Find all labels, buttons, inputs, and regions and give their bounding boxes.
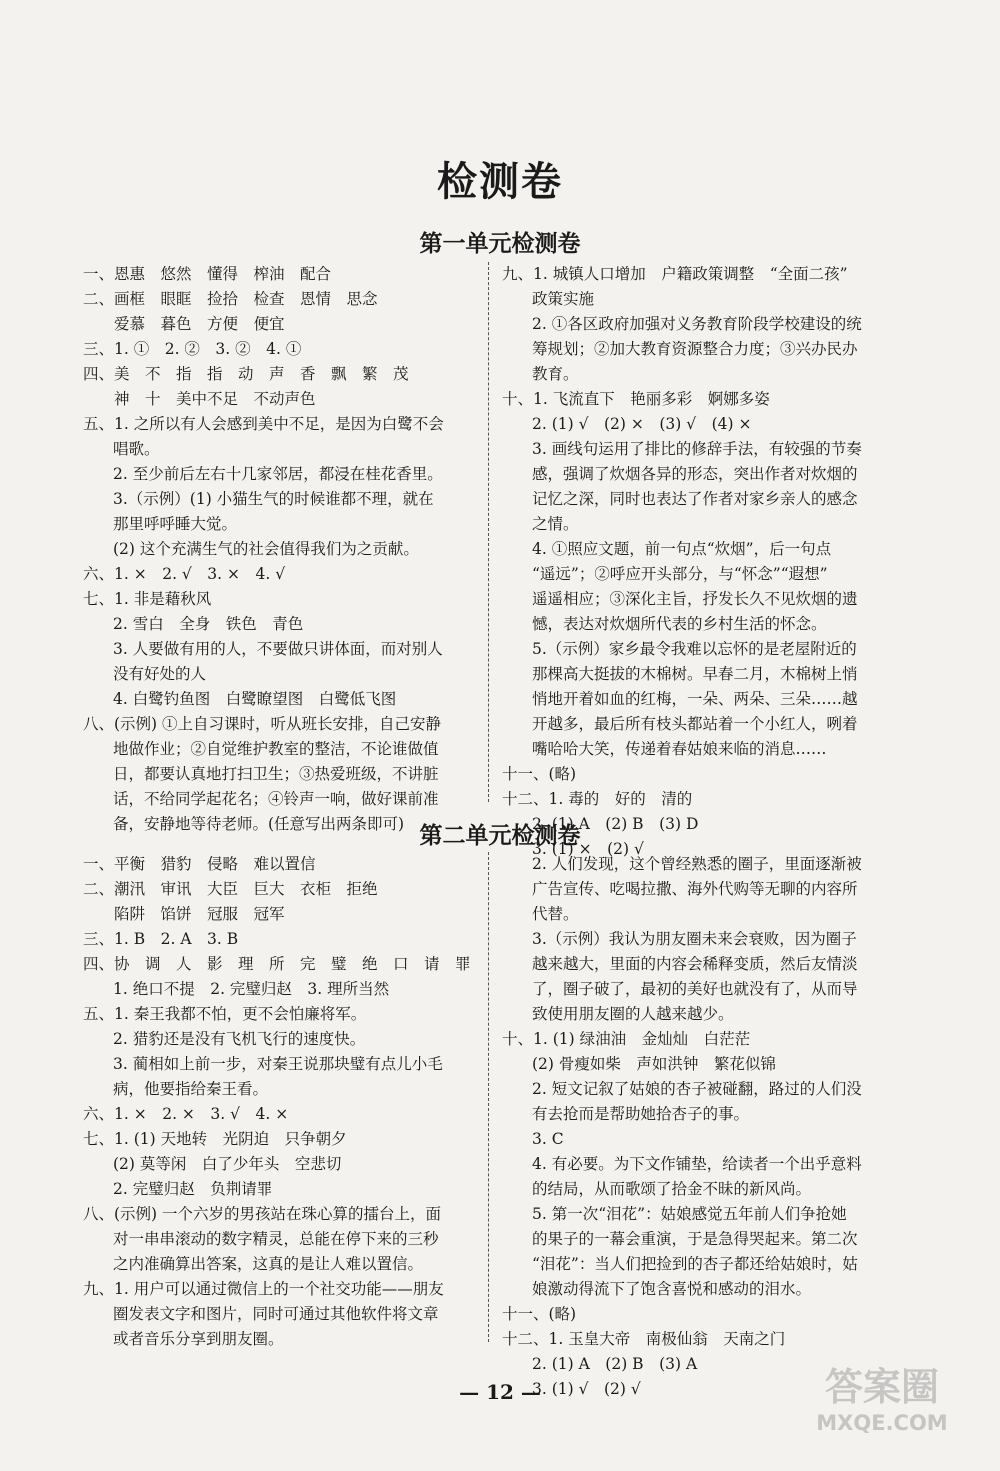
answer-line: 一、平衡 猎豹 侵略 难以置信 [83,855,316,873]
column-divider [488,852,489,1342]
answer-line: 遥遥相应；③深化主旨，抒发长久不见炊烟的遗 [532,590,858,608]
answer-line: 2. 完璧归赵 负荆请罪 [113,1180,273,1198]
answer-line: 七、1. (1) 天地转 光阴迫 只争朝夕 [83,1130,347,1148]
answer-line: 2. 短文记叙了姑娘的杏子被碰翻，路过的人们没 [532,1080,862,1098]
answer-line: 有去抢而是帮助她拾杏子的事。 [532,1105,750,1123]
answer-line: 感，强调了炊烟各异的形态，突出作者对炊烟的 [532,465,858,483]
answer-line: 一、恩惠 悠然 懂得 榨油 配合 [83,265,332,283]
answer-line: 病，他要指给秦王看。 [113,1080,269,1098]
answer-line: 3.（示例）我认为朋友圈未来会衰败，因为圈子 [532,930,857,948]
answer-line: 4. ①照应文题，前一句点“炊烟”，后一句点 [532,540,832,558]
answer-line: 唱歌。 [113,440,160,458]
answer-line: 二、画框 眼眶 捡拾 检查 恩情 思念 [83,290,378,308]
answer-line: 开越多，最后所有枝头都站着一个小红人，咧着 [532,715,858,733]
answer-line: 筹规划；②加大教育资源整合力度；③兴办民办 [532,340,858,358]
answer-line: 致使用朋友圈的人越来越少。 [532,1005,734,1023]
answer-line: 3. 画线句运用了排比的修辞手法，有较强的节奏 [532,440,862,458]
answer-line: 那棵高大挺拔的木棉树。早春二月，木棉树上悄 [532,665,858,683]
answer-line: 备，安静地等待老师。(任意写出两条即可) [113,815,405,833]
answer-line: 嘴哈哈大笑，传递着春姑娘来临的消息…… [532,740,827,758]
answer-line: 九、1. 城镇人口增加 户籍政策调整 “全面二孩” [502,265,848,283]
answer-line: 的结局，从而歌颂了拾金不昧的新风尚。 [532,1180,812,1198]
answer-line: “遥远”；②呼应开头部分，与“怀念”“遐想” [532,565,828,583]
answer-line: 2. (1) A (2) B (3) D [532,815,699,833]
answer-line: 3. (1) √ (2) √ [532,1380,641,1398]
answer-line: 3. 人要做有用的人，不要做只讲体面，而对别人 [113,640,443,658]
answer-line: 四、美 不 指 指 动 声 香 飘 繁 茂 [83,365,409,383]
answer-line: 广告宣传、吃喝拉撒、海外代购等无聊的内容所 [532,880,858,898]
answer-line: 教育。 [532,365,579,383]
answer-line: 十一、(略) [502,765,577,783]
answer-line: 了，圈子破了，最初的美好也就没有了，从而导 [532,980,858,998]
answer-line: 5.（示例）家乡最令我难以忘怀的是老屋附近的 [532,640,857,658]
answer-line: 2. (1) A (2) B (3) A [532,1355,698,1373]
watermark-url: MXQE.COM [816,1411,948,1435]
answer-line: 日，都要认真地打扫卫生；③热爱班级，不讲脏 [113,765,439,783]
answer-line: (2) 骨瘦如柴 声如洪钟 繁花似锦 [532,1055,776,1073]
answer-line: 地做作业；②自觉维护教室的整洁，不论谁做值 [113,740,439,758]
answer-line: 神 十 美中不足 不动声色 [83,390,316,408]
answer-line: 陷阱 馅饼 冠服 冠军 [83,905,285,923]
answer-line: 憾，表达对炊烟所代表的乡村生活的怀念。 [532,615,827,633]
answer-line: 对一串串滚动的数字精灵，总能在停下来的三秒 [113,1230,439,1248]
answer-line: 政策实施 [532,290,595,308]
unit2-right-column [502,852,922,1402]
answer-line: 越来越大，里面的内容会稀释变质，然后友情淡 [532,955,858,973]
watermark-logo [792,1356,972,1451]
answer-line: 四、协 调 人 影 理 所 完 璧 绝 口 请 罪 [83,955,471,973]
answer-line: 之情。 [532,515,579,533]
unit2-title: 第二单元检测卷 [419,823,581,849]
answer-line: 娘激动得流下了饱含喜悦和感动的泪水。 [532,1280,812,1298]
answer-line: 的果子的一幕会重演，于是急得哭起来。第二次 [532,1230,858,1248]
answer-line: 五、1. 之所以有人会感到美中不足，是因为白鹭不会 [83,415,444,433]
answer-line: 十一、(略) [502,1305,577,1323]
answer-line: 十二、1. 毒的 好的 清的 [502,790,693,808]
answer-line: 代替。 [532,905,579,923]
answer-line: 2. 猎豹还是没有飞机飞行的速度快。 [113,1030,366,1048]
answer-line: 3.（示例）(1) 小猫生气的时候谁都不理，就在 [113,490,434,508]
answer-line: 或者音乐分享到朋友圈。 [113,1330,284,1348]
answer-line: 2. 雪白 全身 铁色 青色 [113,615,304,633]
answer-line: 圈发表文字和图片，同时可通过其他软件将文章 [113,1305,439,1323]
answer-line: 记忆之深，同时也表达了作者对家乡亲人的感念 [532,490,858,508]
answer-line: 之内准确算出答案，这真的是让人难以置信。 [113,1255,424,1273]
answer-line: 5. 第一次“泪花”：姑娘感觉五年前人们争抢她 [532,1205,847,1223]
page-number: — 12 — [459,1380,541,1404]
answer-line: 没有好处的人 [113,665,207,683]
answer-line: “泪花”：当人们把捡到的杏子都还给姑娘时，姑 [532,1255,858,1273]
unit1-title: 第一单元检测卷 [419,231,581,257]
answer-line: 2. (1) √ (2) × (3) √ (4) × [532,415,752,433]
answer-line: 十、1. (1) 绿油油 金灿灿 白茫茫 [502,1030,751,1048]
answer-line: 十、1. 飞流直下 艳丽多彩 婀娜多姿 [502,390,770,408]
answer-line: 2. 至少前后左右十几家邻居，都浸在桂花香里。 [113,465,443,483]
answer-line: (2) 这个充满生气的社会值得我们为之贡献。 [113,540,419,558]
answer-line: (2) 莫等闲 白了少年头 空悲切 [113,1155,342,1173]
answer-line: 十二、1. 玉皇大帝 南极仙翁 天南之门 [502,1330,786,1348]
answer-line: 3. C [532,1130,564,1148]
answer-line: 七、1. 非是藉秋风 [83,590,212,608]
watermark-logo-text: 答案圈 [824,1365,939,1409]
answer-line: 六、1. × 2. × 3. √ 4. × [83,1105,289,1123]
answer-line: 4. 白鹭钓鱼图 白鹭瞭望图 白鹭低飞图 [113,690,397,708]
answer-line: 悄地开着如血的红梅，一朵、两朵、三朵……越 [532,690,858,708]
answer-line: 八、(示例) 一个六岁的男孩站在珠心算的擂台上，面 [83,1205,442,1223]
answer-line: 八、(示例) ①上自习课时，听从班长安排，自己安静 [83,715,442,733]
answer-line: 五、1. 秦王我都不怕，更不会怕廉将军。 [83,1005,367,1023]
answer-line: 九、1. 用户可以通过微信上的一个社交功能——朋友 [83,1280,444,1298]
page-title: 检测卷 [437,159,563,205]
unit1-right-column [502,262,922,862]
column-divider [488,262,489,802]
answer-line: 三、1. ① 2. ② 3. ② 4. ① [83,340,302,358]
answer-line: 六、1. × 2. √ 3. × 4. √ [83,565,286,583]
answer-line: 2. ①各区政府加强对义务教育阶段学校建设的统 [532,315,862,333]
unit1-left-column [83,262,483,837]
answer-line: 4. 有必要。为下文作铺垫，给读者一个出乎意料 [532,1155,862,1173]
answer-line: 话，不给同学起花名；④铃声一响，做好课前准 [113,790,439,808]
answer-line: 3. (1) × (2) √ [532,840,644,858]
answer-line: 3. 蔺相如上前一步，对秦王说那块璧有点儿小毛 [113,1055,443,1073]
answer-line: 二、潮汛 审讯 大臣 巨大 衣柜 拒绝 [83,880,378,898]
answer-line: 2. 人们发现，这个曾经熟悉的圈子，里面逐渐被 [532,855,862,873]
answer-line: 1. 绝口不提 2. 完璧归赵 3. 理所当然 [113,980,390,998]
unit2-left-column [83,852,483,1352]
answer-line: 三、1. B 2. A 3. B [83,930,239,948]
answer-line: 那里呼呼睡大觉。 [113,515,238,533]
answer-line: 爱慕 暮色 方便 便宜 [83,315,285,333]
